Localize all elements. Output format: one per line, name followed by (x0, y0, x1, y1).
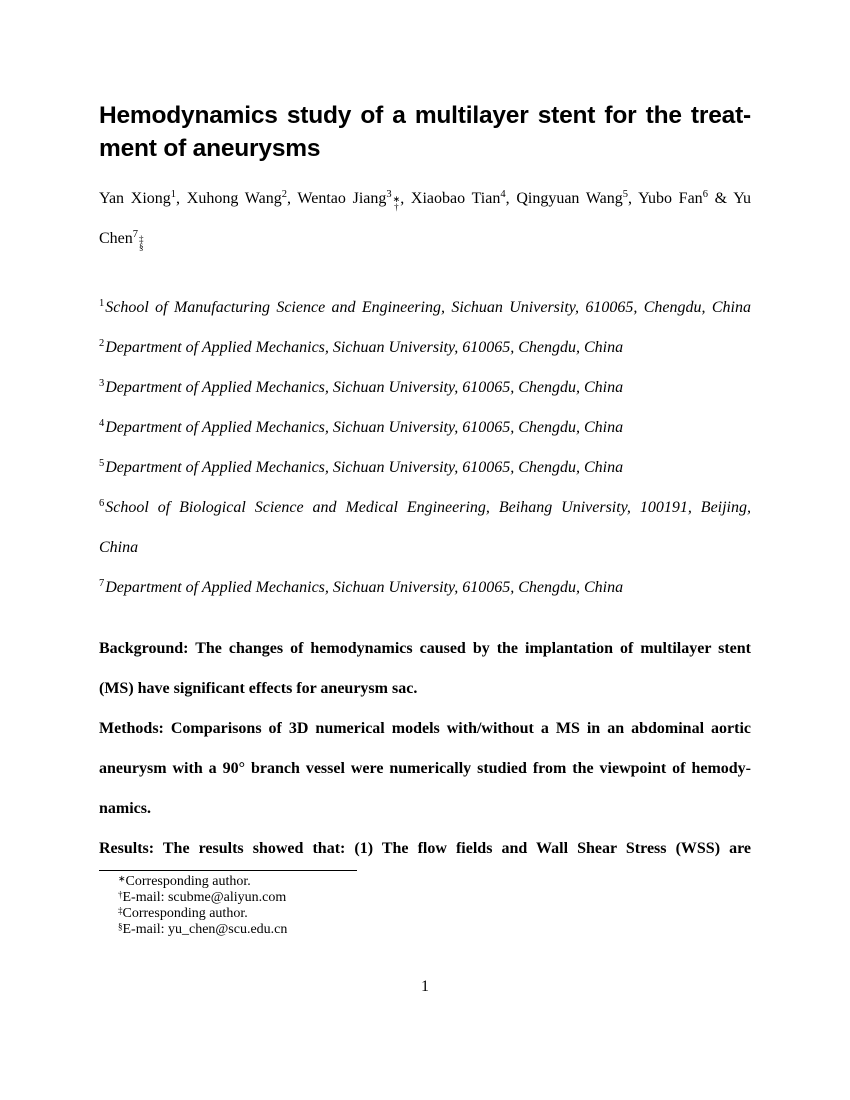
author-name: Xiaobao Tian (410, 190, 501, 207)
section-marker: § (139, 242, 144, 252)
page-number: 1 (421, 978, 429, 995)
footnote-text: Corresponding author. (122, 906, 248, 921)
dagger-marker: † (394, 202, 399, 212)
footnote-1 (99, 874, 751, 890)
author-separator: , (505, 190, 517, 207)
affiliation-line (99, 488, 751, 528)
footnote-list (99, 874, 751, 938)
abstract-background (99, 629, 751, 709)
author-name: Chen (99, 230, 133, 247)
paper-title (99, 99, 751, 165)
affiliation-6 (99, 488, 751, 568)
affiliation-superscript: 3 (99, 378, 105, 389)
author-superscript: 6 (702, 189, 708, 200)
abstract-methods (99, 709, 751, 829)
affiliation-line (99, 528, 751, 568)
footnote-3 (99, 906, 751, 922)
author-name: Wentao Jiang (297, 190, 387, 207)
author-marker-stack (139, 235, 144, 252)
title-line-2: ment of aneurysms (99, 135, 321, 162)
abstract-line: (MS) have significant effects for aneurysm sac. (99, 680, 418, 697)
author-superscript: 3 (386, 189, 392, 200)
footnote-marker: § (118, 921, 123, 932)
author-separator: , (628, 190, 639, 207)
affiliation-text: Department of Applied Mechanics, Sichuan University, 610065, Chengdu, China (105, 579, 624, 596)
affiliation-1 (99, 288, 751, 328)
footnote-rule (99, 870, 357, 871)
author-line-2 (99, 219, 751, 259)
affiliation-superscript: 2 (99, 338, 105, 349)
footnote-text: Corresponding author. (125, 874, 251, 889)
affiliation-5 (99, 448, 751, 488)
abstract-line: Methods: Comparisons of 3D numerical models with/without a MS in an abdominal aortic (99, 720, 751, 737)
author-separator: , (286, 190, 298, 207)
author-separator: , (176, 190, 187, 207)
affiliation-text: Department of Applied Mechanics, Sichuan University, 610065, Chengdu, China (105, 379, 624, 396)
affiliation-list (99, 288, 751, 608)
author-superscript: 1 (170, 189, 177, 200)
author-superscript: 2 (281, 189, 287, 200)
author-name: Yubo Fan (638, 190, 703, 207)
affiliation-superscript: 6 (99, 498, 105, 509)
abstract-line: Background: The changes of hemodynamics caused by the implantation of multilayer stent (99, 640, 751, 657)
author-list (99, 179, 751, 259)
author-superscript: 5 (622, 189, 629, 200)
affiliation-7 (99, 568, 751, 608)
author-name: Xuhong Wang (186, 190, 282, 207)
footnote-text: E-mail: scubme@aliyun.com (122, 890, 287, 905)
footnote-marker: ‡ (118, 905, 123, 916)
author-separator: , (400, 190, 411, 207)
author-name: Yan Xiong (99, 190, 171, 207)
affiliation-text: Department of Applied Mechanics, Sichuan University, 610065, Chengdu, China (105, 339, 624, 356)
abstract-line: Results: The results showed that: (1) The flow fields and Wall Shear Stress (WSS) are (99, 840, 751, 857)
author-superscript: 7 (132, 229, 139, 240)
author-separator: & Yu (707, 190, 752, 207)
affiliation-text: School of Biological Science and Medical Engineering, Beihang University, 100191, Beijing, (105, 499, 751, 516)
abstract-line: aneurysm with a 90° branch vessel were numerically studied from the viewpoint of hemody- (99, 760, 751, 777)
affiliation-3 (99, 368, 751, 408)
abstract-results (99, 829, 751, 869)
footnote-2 (99, 890, 751, 906)
affiliation-2 (99, 328, 751, 368)
affiliation-text: Department of Applied Mechanics, Sichuan University, 610065, Chengdu, China (105, 459, 624, 476)
footnote-text: E-mail: yu_chen@scu.edu.cn (122, 922, 288, 937)
title-line-1: Hemodynamics study of a multilayer stent for the treat- (99, 102, 751, 129)
footnote-marker: ∗ (118, 873, 126, 884)
affiliation-text: Department of Applied Mechanics, Sichuan University, 610065, Chengdu, China (105, 419, 624, 436)
abstract (99, 629, 751, 869)
affiliation-4 (99, 408, 751, 448)
affiliation-superscript: 7 (99, 578, 105, 589)
asterisk-marker: ∗ (392, 193, 401, 204)
author-name: Qingyuan Wang (516, 190, 623, 207)
footnote-4 (99, 922, 751, 938)
author-line-1 (99, 179, 751, 219)
author-superscript: 4 (500, 189, 506, 200)
affiliation-superscript: 4 (99, 418, 105, 429)
affiliation-superscript: 1 (99, 298, 105, 309)
affiliation-text: China (99, 539, 139, 556)
affiliation-text: School of Manufacturing Science and Engineering, Sichuan University, 610065, Chengdu, China (105, 299, 751, 316)
double-dagger-marker: ‡ (139, 233, 144, 244)
abstract-line: namics. (99, 800, 151, 817)
affiliation-superscript: 5 (99, 458, 105, 469)
footnote-marker: † (118, 889, 123, 900)
